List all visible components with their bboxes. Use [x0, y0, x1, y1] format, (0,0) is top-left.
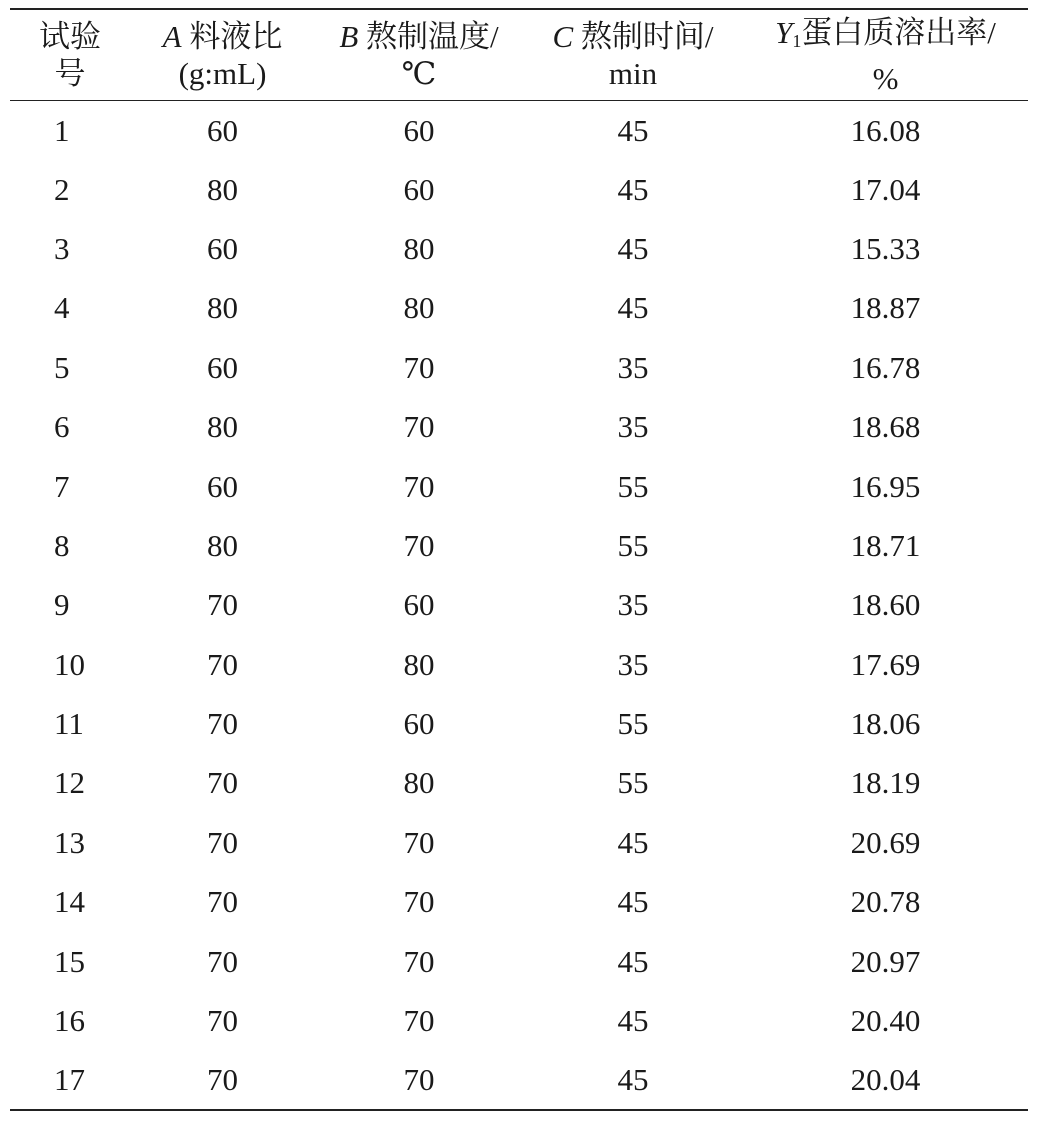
ratio-cell: 60: [207, 468, 238, 504]
dissolution-rate-cell: 18.71: [850, 527, 921, 563]
time-cell: 45: [617, 113, 649, 149]
temperature-cell: 60: [403, 587, 435, 623]
ratio-cell: 70: [207, 1061, 238, 1097]
table-header: [10, 9, 1028, 101]
trial-number-cell: 10: [54, 646, 85, 682]
trial-number-cell: 5: [54, 349, 70, 385]
temperature-cell: 70: [403, 409, 435, 445]
dissolution-rate-cell: 20.78: [850, 884, 921, 920]
factor-a-symbol: A: [162, 19, 182, 54]
ratio-cell: 70: [207, 824, 238, 860]
trial-number-cell: 16: [54, 1003, 85, 1039]
table-row: [10, 338, 1028, 397]
time-cell: 35: [617, 349, 649, 385]
table-row: [10, 873, 1028, 932]
trial-number-cell: 1: [54, 113, 70, 149]
time-cell: 45: [617, 884, 649, 920]
temperature-cell: 60: [403, 113, 435, 149]
table-row: [10, 516, 1028, 575]
trial-number-cell: 13: [54, 824, 85, 860]
factor-c-symbol: C: [552, 19, 574, 54]
ratio-cell: 70: [207, 884, 238, 920]
table-row: [10, 932, 1028, 991]
trial-number-cell: 8: [54, 527, 70, 563]
temperature-cell: 70: [403, 527, 435, 563]
dissolution-rate-cell: 18.60: [850, 587, 921, 623]
table-row: [10, 457, 1028, 516]
table-row: [10, 279, 1028, 338]
dissolution-rate-cell: 20.40: [850, 1003, 921, 1039]
experiment-design-table: [10, 8, 1028, 1111]
table-row: [10, 694, 1028, 753]
header-trial-number: 试验 号: [39, 19, 101, 91]
ratio-cell: 80: [207, 409, 238, 445]
dissolution-rate-cell: 18.19: [850, 765, 921, 801]
ratio-cell: 60: [207, 349, 238, 385]
dissolution-rate-cell: 16.78: [850, 349, 921, 385]
time-cell: 35: [617, 587, 649, 623]
ratio-cell: 70: [207, 765, 238, 801]
time-cell: 45: [617, 1061, 649, 1097]
trial-number-cell: 7: [54, 468, 70, 504]
ratio-cell: 80: [207, 171, 238, 207]
dissolution-rate-cell: 18.87: [850, 290, 921, 326]
trial-number-cell: 9: [54, 587, 70, 623]
table-row: [10, 576, 1028, 635]
trial-number-cell: 4: [54, 290, 70, 326]
trial-number-cell: 6: [54, 409, 70, 445]
dissolution-rate-cell: 18.06: [850, 706, 921, 742]
temperature-cell: 80: [403, 646, 435, 682]
dissolution-rate-cell: 18.68: [850, 409, 921, 445]
time-cell: 45: [617, 171, 649, 207]
ratio-cell: 70: [207, 706, 238, 742]
temperature-cell: 70: [403, 824, 435, 860]
response-y-symbol: Y: [775, 14, 793, 50]
temperature-cell: 70: [403, 468, 435, 504]
dissolution-rate-cell: 20.69: [850, 824, 921, 860]
dissolution-rate-cell: 15.33: [850, 230, 921, 266]
temperature-cell: 80: [403, 290, 435, 326]
ratio-cell: 80: [207, 290, 238, 326]
header-protein-dissolution-rate: $Y_1$蛋白质溶出率/ %: [775, 14, 996, 96]
table-row: [10, 635, 1028, 694]
ratio-cell: 70: [207, 587, 238, 623]
trial-number-cell: 2: [54, 171, 70, 207]
table-row: [10, 397, 1028, 456]
time-cell: 55: [617, 527, 649, 563]
trial-number-cell: 12: [54, 765, 85, 801]
table-row: [10, 160, 1028, 219]
temperature-cell: 80: [403, 765, 435, 801]
table-row: [10, 219, 1028, 278]
header-row: [10, 9, 1028, 101]
ratio-cell: 70: [207, 646, 238, 682]
dissolution-rate-cell: 20.97: [850, 943, 921, 979]
time-cell: 55: [617, 468, 649, 504]
time-cell: 55: [617, 765, 649, 801]
ratio-cell: 60: [207, 113, 238, 149]
trial-number-cell: 3: [54, 230, 70, 266]
ratio-cell: 60: [207, 230, 238, 266]
trial-number-cell: 14: [54, 884, 85, 920]
temperature-cell: 60: [403, 171, 435, 207]
time-cell: 45: [617, 824, 649, 860]
table-row: [10, 813, 1028, 872]
temperature-cell: 70: [403, 1003, 435, 1039]
dissolution-rate-cell: 16.08: [850, 113, 921, 149]
dissolution-rate-cell: 16.95: [850, 468, 921, 504]
table-body: [10, 101, 1028, 1111]
dissolution-rate-cell: 17.69: [850, 646, 921, 682]
table-row: [10, 101, 1028, 160]
dissolution-rate-cell: 17.04: [850, 171, 921, 207]
temperature-cell: 80: [403, 230, 435, 266]
factor-b-symbol: B: [339, 19, 359, 54]
table-row: [10, 1051, 1028, 1110]
time-cell: 45: [617, 230, 649, 266]
temperature-cell: 60: [403, 706, 435, 742]
time-cell: 45: [617, 290, 649, 326]
time-cell: 45: [617, 943, 649, 979]
experiment-table-container: [10, 8, 1028, 1111]
temperature-cell: 70: [403, 349, 435, 385]
ratio-cell: 80: [207, 527, 238, 563]
header-boiling-temperature: B 熬制温度/ ℃: [339, 19, 499, 91]
table-row: [10, 991, 1028, 1050]
temperature-cell: 70: [403, 884, 435, 920]
dissolution-rate-cell: 20.04: [850, 1061, 921, 1097]
header-material-liquid-ratio: A 料液比 (g:mL): [162, 19, 283, 91]
ratio-cell: 70: [207, 1003, 238, 1039]
trial-number-cell: 11: [54, 706, 84, 742]
ratio-cell: 70: [207, 943, 238, 979]
trial-number-cell: 15: [54, 943, 85, 979]
header-boiling-time: C 熬制时间/ min: [552, 19, 714, 91]
temperature-cell: 70: [403, 1061, 435, 1097]
time-cell: 35: [617, 409, 649, 445]
time-cell: 35: [617, 646, 649, 682]
trial-number-cell: 17: [54, 1061, 85, 1097]
time-cell: 45: [617, 1003, 649, 1039]
temperature-cell: 70: [403, 943, 435, 979]
time-cell: 55: [617, 706, 649, 742]
table-row: [10, 754, 1028, 813]
